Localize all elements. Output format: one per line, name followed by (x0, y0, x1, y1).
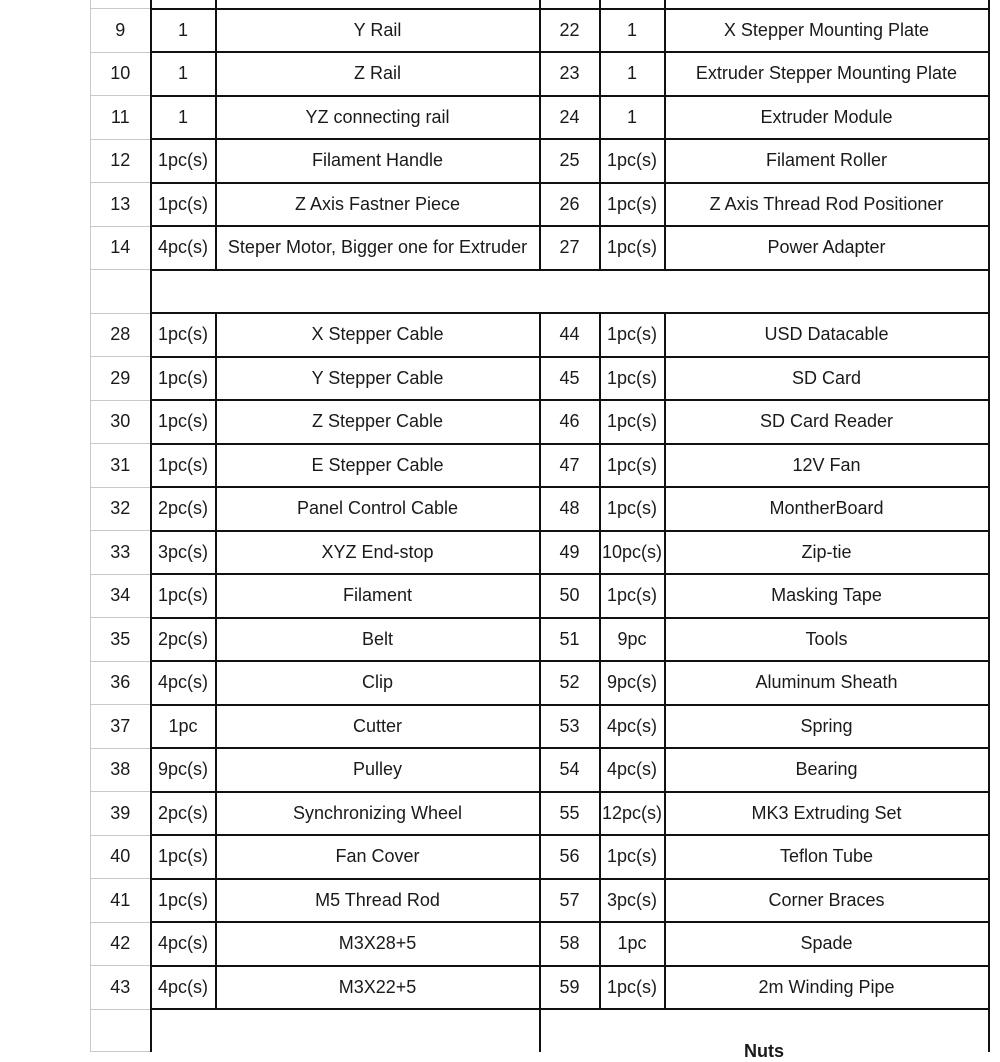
row-number-right-cell[interactable] (540, 0, 600, 9)
row-number-cell[interactable]: 36 (91, 661, 151, 705)
row-number-cell[interactable]: 43 (91, 966, 151, 1010)
quantity-cell[interactable]: 1pc(s) (151, 139, 216, 183)
row-number-right-cell[interactable]: 53 (540, 705, 600, 749)
quantity-cell[interactable]: 1pc (151, 705, 216, 749)
parts-group-a (91, 0, 989, 270)
part-name-right-cell[interactable]: Corner Braces (665, 879, 989, 923)
quantity-right-cell[interactable]: 1 (600, 9, 665, 53)
part-name-cell[interactable]: Cutter (216, 705, 540, 749)
part-name-cell[interactable]: M5 Thread Rod (216, 879, 540, 923)
row-number-right-cell[interactable]: 56 (540, 835, 600, 879)
table-row (91, 183, 989, 227)
table-row (91, 139, 989, 183)
part-name-right-cell[interactable]: Masking Tape (665, 574, 989, 618)
table-row (91, 574, 989, 618)
part-name-right-cell[interactable]: Spring (665, 705, 989, 749)
quantity-right-cell[interactable]: 1pc(s) (600, 400, 665, 444)
row-number-cell[interactable]: 34 (91, 574, 151, 618)
quantity-right-cell[interactable]: 10pc(s) (600, 531, 665, 575)
quantity-right-cell[interactable]: 4pc(s) (600, 748, 665, 792)
row-number-cell[interactable]: 41 (91, 879, 151, 923)
row-number-right-cell[interactable]: 22 (540, 9, 600, 53)
row-number-cell[interactable]: 38 (91, 748, 151, 792)
part-name-cell[interactable]: E Stepper Cable (216, 444, 540, 488)
nuts-header-row (91, 1009, 989, 1052)
quantity-right-cell[interactable]: 1pc(s) (600, 835, 665, 879)
row-number-cell[interactable]: 42 (91, 922, 151, 966)
part-name-cell[interactable]: Z Stepper Cable (216, 400, 540, 444)
quantity-right-cell[interactable]: 1pc(s) (600, 574, 665, 618)
quantity-cell[interactable]: 1pc(s) (151, 444, 216, 488)
quantity-cell[interactable]: 1pc(s) (151, 357, 216, 401)
part-name-right-cell[interactable]: SD Card (665, 357, 989, 401)
table-row (91, 226, 989, 270)
part-name-cell[interactable]: Synchronizing Wheel (216, 792, 540, 836)
part-name-right-cell[interactable]: 12V Fan (665, 444, 989, 488)
part-name-right-cell[interactable]: X Stepper Mounting Plate (665, 9, 989, 53)
parts-list-table (90, 0, 990, 1061)
footer-section (91, 1009, 989, 1061)
row-number-cell[interactable]: 14 (91, 226, 151, 270)
table-row (91, 52, 989, 96)
table-row (91, 792, 989, 836)
table-row (91, 357, 989, 401)
row-number-cell[interactable]: 10 (91, 52, 151, 96)
part-name-cell[interactable]: YZ connecting rail (216, 96, 540, 140)
quantity-cell[interactable]: 4pc(s) (151, 661, 216, 705)
part-name-cell[interactable]: Filament Handle (216, 139, 540, 183)
row-number-right-cell[interactable]: 23 (540, 52, 600, 96)
part-name-cell[interactable] (216, 0, 540, 9)
row-number-cell[interactable]: 29 (91, 357, 151, 401)
table-row (91, 705, 989, 749)
table-row (91, 922, 989, 966)
table-row (91, 0, 989, 9)
part-name-right-cell[interactable]: Aluminum Sheath (665, 661, 989, 705)
quantity-cell[interactable]: 4pc(s) (151, 226, 216, 270)
table-row (91, 444, 989, 488)
part-name-cell[interactable]: Z Rail (216, 52, 540, 96)
part-name-right-cell[interactable]: Power Adapter (665, 226, 989, 270)
row-number-right-cell[interactable]: 55 (540, 792, 600, 836)
table-row (91, 618, 989, 662)
quantity-right-cell[interactable]: 1 (600, 52, 665, 96)
quantity-right-cell[interactable]: 1 (600, 96, 665, 140)
row-number-cell[interactable]: 33 (91, 531, 151, 575)
table-row (91, 400, 989, 444)
part-name-right-cell[interactable]: Extruder Stepper Mounting Plate (665, 52, 989, 96)
part-name-cell[interactable]: X Stepper Cable (216, 313, 540, 357)
quantity-right-cell[interactable]: 4pc(s) (600, 705, 665, 749)
quantity-cell[interactable]: 1pc(s) (151, 574, 216, 618)
row-number-cell[interactable]: 32 (91, 487, 151, 531)
table-row (91, 661, 989, 705)
table-row (91, 96, 989, 140)
quantity-cell[interactable] (151, 0, 216, 9)
row-number-cell[interactable]: 12 (91, 139, 151, 183)
quantity-right-cell[interactable]: 1pc (600, 922, 665, 966)
row-number-right-cell[interactable]: 59 (540, 966, 600, 1010)
row-number-cell[interactable] (91, 0, 151, 9)
part-name-right-cell[interactable]: Zip-tie (665, 531, 989, 575)
quantity-right-cell[interactable]: 9pc(s) (600, 661, 665, 705)
quantity-right-cell[interactable]: 1pc(s) (600, 357, 665, 401)
row-number-right-cell[interactable]: 49 (540, 531, 600, 575)
quantity-cell[interactable]: 4pc(s) (151, 922, 216, 966)
row-number-cell[interactable]: 30 (91, 400, 151, 444)
part-name-cell[interactable]: Y Rail (216, 9, 540, 53)
row-number-right-cell[interactable]: 26 (540, 183, 600, 227)
part-name-right-cell[interactable]: 2m Winding Pipe (665, 966, 989, 1010)
quantity-cell[interactable]: 2pc(s) (151, 487, 216, 531)
table-row (91, 313, 989, 357)
table-row (91, 966, 989, 1010)
part-name-right-cell[interactable]: Spade (665, 922, 989, 966)
row-number-right-cell[interactable]: 47 (540, 444, 600, 488)
row-number-right-cell[interactable]: 27 (540, 226, 600, 270)
part-name-cell[interactable]: Steper Motor, Bigger one for Extruder (216, 226, 540, 270)
part-name-cell[interactable]: Z Axis Fastner Piece (216, 183, 540, 227)
quantity-right-cell[interactable] (600, 0, 665, 9)
row-number-cell[interactable]: 9 (91, 9, 151, 53)
separator-row (91, 270, 989, 314)
parts-group-b (91, 313, 989, 1009)
part-name-cell[interactable]: XYZ End-stop (216, 531, 540, 575)
part-name-cell[interactable]: Clip (216, 661, 540, 705)
quantity-cell[interactable]: 1 (151, 9, 216, 53)
row-number-right-cell[interactable]: 51 (540, 618, 600, 662)
row-number-right-cell[interactable]: 48 (540, 487, 600, 531)
table-row (91, 9, 989, 53)
row-number-right-cell[interactable]: 44 (540, 313, 600, 357)
quantity-cell[interactable]: 9pc(s) (151, 748, 216, 792)
row-number-cell[interactable]: 37 (91, 705, 151, 749)
quantity-right-cell[interactable]: 3pc(s) (600, 879, 665, 923)
part-name-right-cell[interactable]: Teflon Tube (665, 835, 989, 879)
part-name-right-cell[interactable]: Extruder Module (665, 96, 989, 140)
row-number-cell[interactable]: 31 (91, 444, 151, 488)
row-number-right-cell[interactable]: 25 (540, 139, 600, 183)
part-name-cell[interactable]: M3X22+5 (216, 966, 540, 1010)
part-name-cell[interactable]: Pulley (216, 748, 540, 792)
quantity-cell[interactable]: 1 (151, 96, 216, 140)
table-row (91, 835, 989, 879)
part-name-right-cell[interactable]: Filament Roller (665, 139, 989, 183)
part-name-cell[interactable]: Y Stepper Cable (216, 357, 540, 401)
row-number-cell[interactable]: 28 (91, 313, 151, 357)
row-number-right-cell[interactable]: 45 (540, 357, 600, 401)
part-name-right-cell[interactable]: Tools (665, 618, 989, 662)
part-name-right-cell[interactable] (665, 0, 989, 9)
quantity-right-cell[interactable]: 1pc(s) (600, 966, 665, 1010)
part-name-right-cell[interactable]: SD Card Reader (665, 400, 989, 444)
row-number-right-cell[interactable]: 54 (540, 748, 600, 792)
table-row (91, 879, 989, 923)
part-name-right-cell[interactable]: MK3 Extruding Set (665, 792, 989, 836)
nuts-heading-cell[interactable] (540, 1009, 989, 1061)
separator-number-cell[interactable] (91, 270, 151, 314)
row-number-cell[interactable]: 40 (91, 835, 151, 879)
part-name-cell[interactable]: Filament (216, 574, 540, 618)
part-name-cell[interactable]: M3X28+5 (216, 922, 540, 966)
table-row (91, 531, 989, 575)
quantity-cell[interactable]: 1pc(s) (151, 400, 216, 444)
quantity-right-cell[interactable]: 1pc(s) (600, 444, 665, 488)
quantity-right-cell[interactable]: 1pc(s) (600, 183, 665, 227)
quantity-cell[interactable]: 4pc(s) (151, 966, 216, 1010)
group-separator (91, 270, 989, 314)
quantity-right-cell[interactable]: 1pc(s) (600, 139, 665, 183)
row-number-right-cell[interactable]: 24 (540, 96, 600, 140)
row-number-right-cell[interactable]: 52 (540, 661, 600, 705)
table-row (91, 487, 989, 531)
part-name-cell[interactable]: Panel Control Cable (216, 487, 540, 531)
row-number-right-cell[interactable]: 46 (540, 400, 600, 444)
separator-merged-cell[interactable] (151, 270, 989, 314)
quantity-cell[interactable]: 1pc(s) (151, 313, 216, 357)
quantity-right-cell[interactable]: 1pc(s) (600, 226, 665, 270)
quantity-right-cell[interactable]: 1pc(s) (600, 487, 665, 531)
row-number-right-cell[interactable]: 58 (540, 922, 600, 966)
quantity-right-cell[interactable]: 9pc (600, 618, 665, 662)
row-number-cell[interactable]: 11 (91, 96, 151, 140)
quantity-cell[interactable]: 1pc(s) (151, 183, 216, 227)
footer-number-cell[interactable] (91, 1009, 151, 1052)
row-number-right-cell[interactable]: 50 (540, 574, 600, 618)
part-name-right-cell[interactable]: MontherBoard (665, 487, 989, 531)
part-name-right-cell[interactable]: Bearing (665, 748, 989, 792)
footer-left-heading-cell[interactable] (151, 1009, 540, 1052)
nuts-heading: Nuts (744, 1040, 784, 1061)
row-number-right-cell[interactable]: 57 (540, 879, 600, 923)
quantity-right-cell[interactable]: 1pc(s) (600, 313, 665, 357)
table-row (91, 748, 989, 792)
quantity-cell[interactable]: 1pc(s) (151, 879, 216, 923)
part-name-cell[interactable]: Fan Cover (216, 835, 540, 879)
quantity-right-cell[interactable]: 12pc(s) (600, 792, 665, 836)
part-name-right-cell[interactable]: USD Datacable (665, 313, 989, 357)
row-number-cell[interactable]: 35 (91, 618, 151, 662)
row-number-cell[interactable]: 13 (91, 183, 151, 227)
quantity-cell[interactable]: 2pc(s) (151, 792, 216, 836)
quantity-cell[interactable]: 1 (151, 52, 216, 96)
part-name-right-cell[interactable]: Z Axis Thread Rod Positioner (665, 183, 989, 227)
quantity-cell[interactable]: 2pc(s) (151, 618, 216, 662)
quantity-cell[interactable]: 1pc(s) (151, 835, 216, 879)
quantity-cell[interactable]: 3pc(s) (151, 531, 216, 575)
row-number-cell[interactable]: 39 (91, 792, 151, 836)
part-name-cell[interactable]: Belt (216, 618, 540, 662)
